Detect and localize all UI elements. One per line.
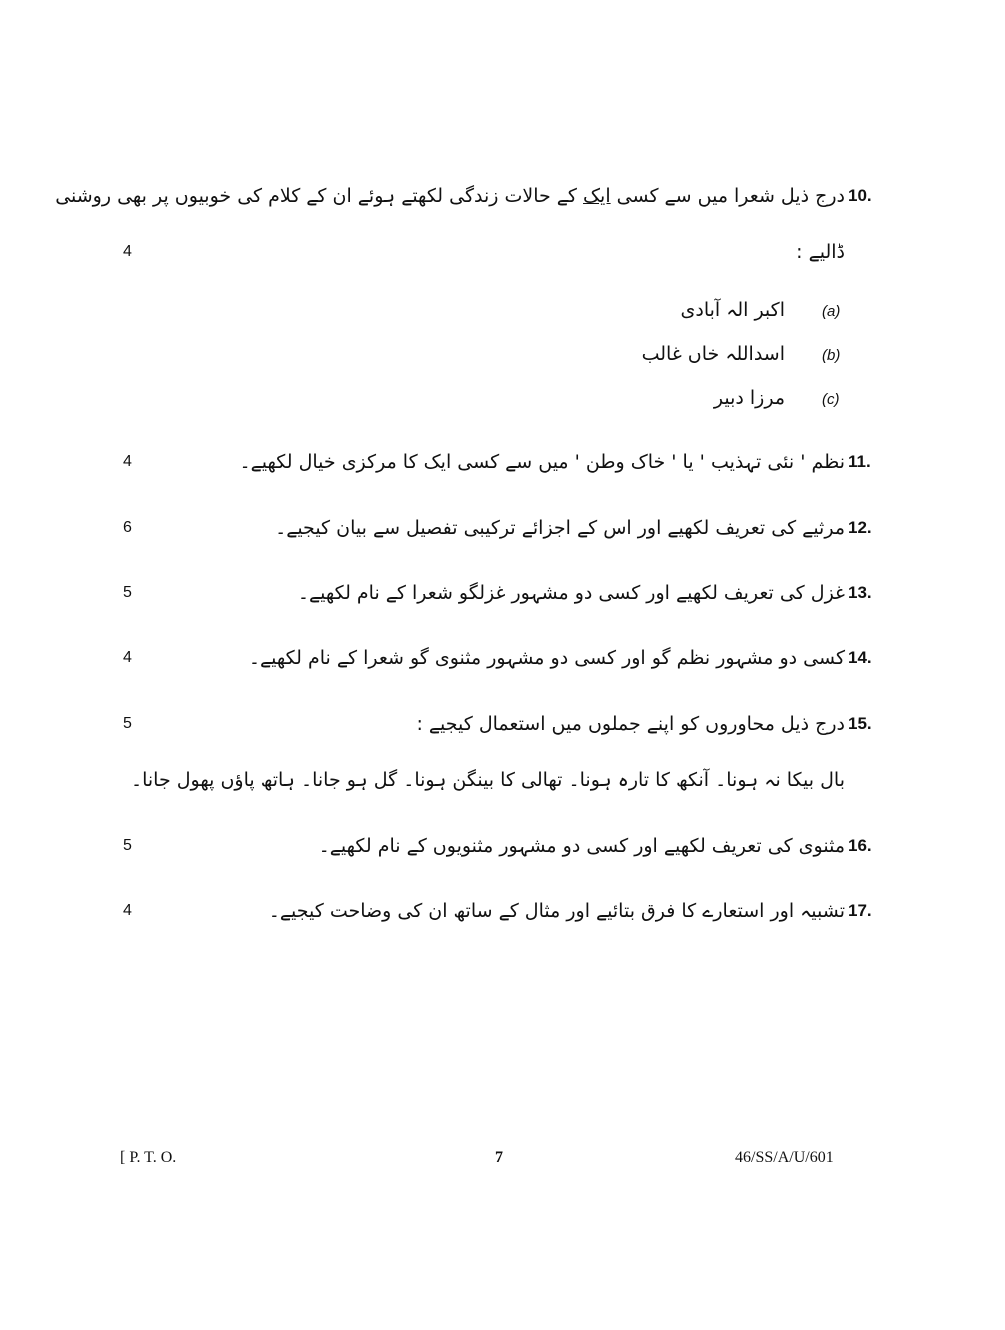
question-16-marks: 5 <box>123 837 132 854</box>
question-17-text: تشبیہ اور استعارے کا فرق بتائیے اور مثال کے ساتھ ان کی وضاحت کیجیے۔ <box>268 900 845 922</box>
option-a-label: (a) <box>822 303 841 320</box>
paper-code: 46/SS/A/U/601 <box>735 1149 834 1166</box>
footer-pto: [ P. T. O. <box>120 1149 177 1166</box>
question-16-number: 16. <box>848 836 872 855</box>
option-c-label: (c) <box>822 391 840 408</box>
question-14-number: 14. <box>848 648 872 667</box>
question-13-number: 13. <box>848 583 872 602</box>
question-14-text: کسی دو مشہور نظم گو اور کسی دو مشہور مثنوی گو شعرا کے نام لکھیے۔ <box>248 647 845 669</box>
question-15-marks: 5 <box>123 715 132 732</box>
option-a-text: اکبر الہ آبادی <box>680 299 785 321</box>
question-15-text: درج ذیل محاوروں کو اپنے جملوں میں استعمال کیجیے : <box>416 713 845 735</box>
question-13-marks: 5 <box>123 584 132 601</box>
question-10-text-rest: کے حالات زندگی لکھتے ہوئے ان کے کلام کی خوبیوں پر بھی روشنی <box>55 185 577 207</box>
question-12-text: مرثیے کی تعریف لکھیے اور اس کے اجزائے ترکیبی تفصیل سے بیان کیجیے۔ <box>275 517 845 539</box>
question-15-idioms: بال بیکا نہ ہونا۔ آنکھ کا تارہ ہونا۔ تھالی کا بینگن ہونا۔ گل ہو جانا۔ ہاتھ پاؤں پھول جانا۔ <box>130 769 845 791</box>
question-10-number: 10. <box>848 186 872 205</box>
question-17-number: 17. <box>848 901 872 920</box>
question-11-text: نظم ' نئی تہذیب ' یا ' خاک وطن ' میں سے کسی ایک کا مرکزی خیال لکھیے۔ <box>239 451 845 473</box>
question-15-number: 15. <box>848 714 872 733</box>
question-10-marks: 4 <box>123 243 132 260</box>
question-12-number: 12. <box>848 518 872 537</box>
question-10-line1 <box>55 182 845 210</box>
question-13-text: غزل کی تعریف لکھیے اور کسی دو مشہور غزلگو شعرا کے نام لکھیے۔ <box>297 582 845 604</box>
question-12-marks: 6 <box>123 519 132 536</box>
question-10-line2: ڈالیے : <box>796 241 845 263</box>
question-16-text: مثنوی کی تعریف لکھیے اور کسی دو مشہور مثنویوں کے نام لکھیے۔ <box>318 835 845 857</box>
question-10-text-start: درج ذیل شعرا میں سے کسی <box>616 185 845 207</box>
page-number: 7 <box>495 1149 503 1166</box>
option-c-text: مرزا دبیر <box>713 387 785 409</box>
question-17-marks: 4 <box>123 902 132 919</box>
question-11-marks: 4 <box>123 453 132 470</box>
option-b-text: اسداللہ خاں غالب <box>641 343 785 365</box>
question-10-emphasis: ایک <box>583 185 611 207</box>
question-11-number: 11. <box>848 452 871 471</box>
option-b-label: (b) <box>822 347 841 364</box>
question-14-marks: 4 <box>123 649 132 666</box>
